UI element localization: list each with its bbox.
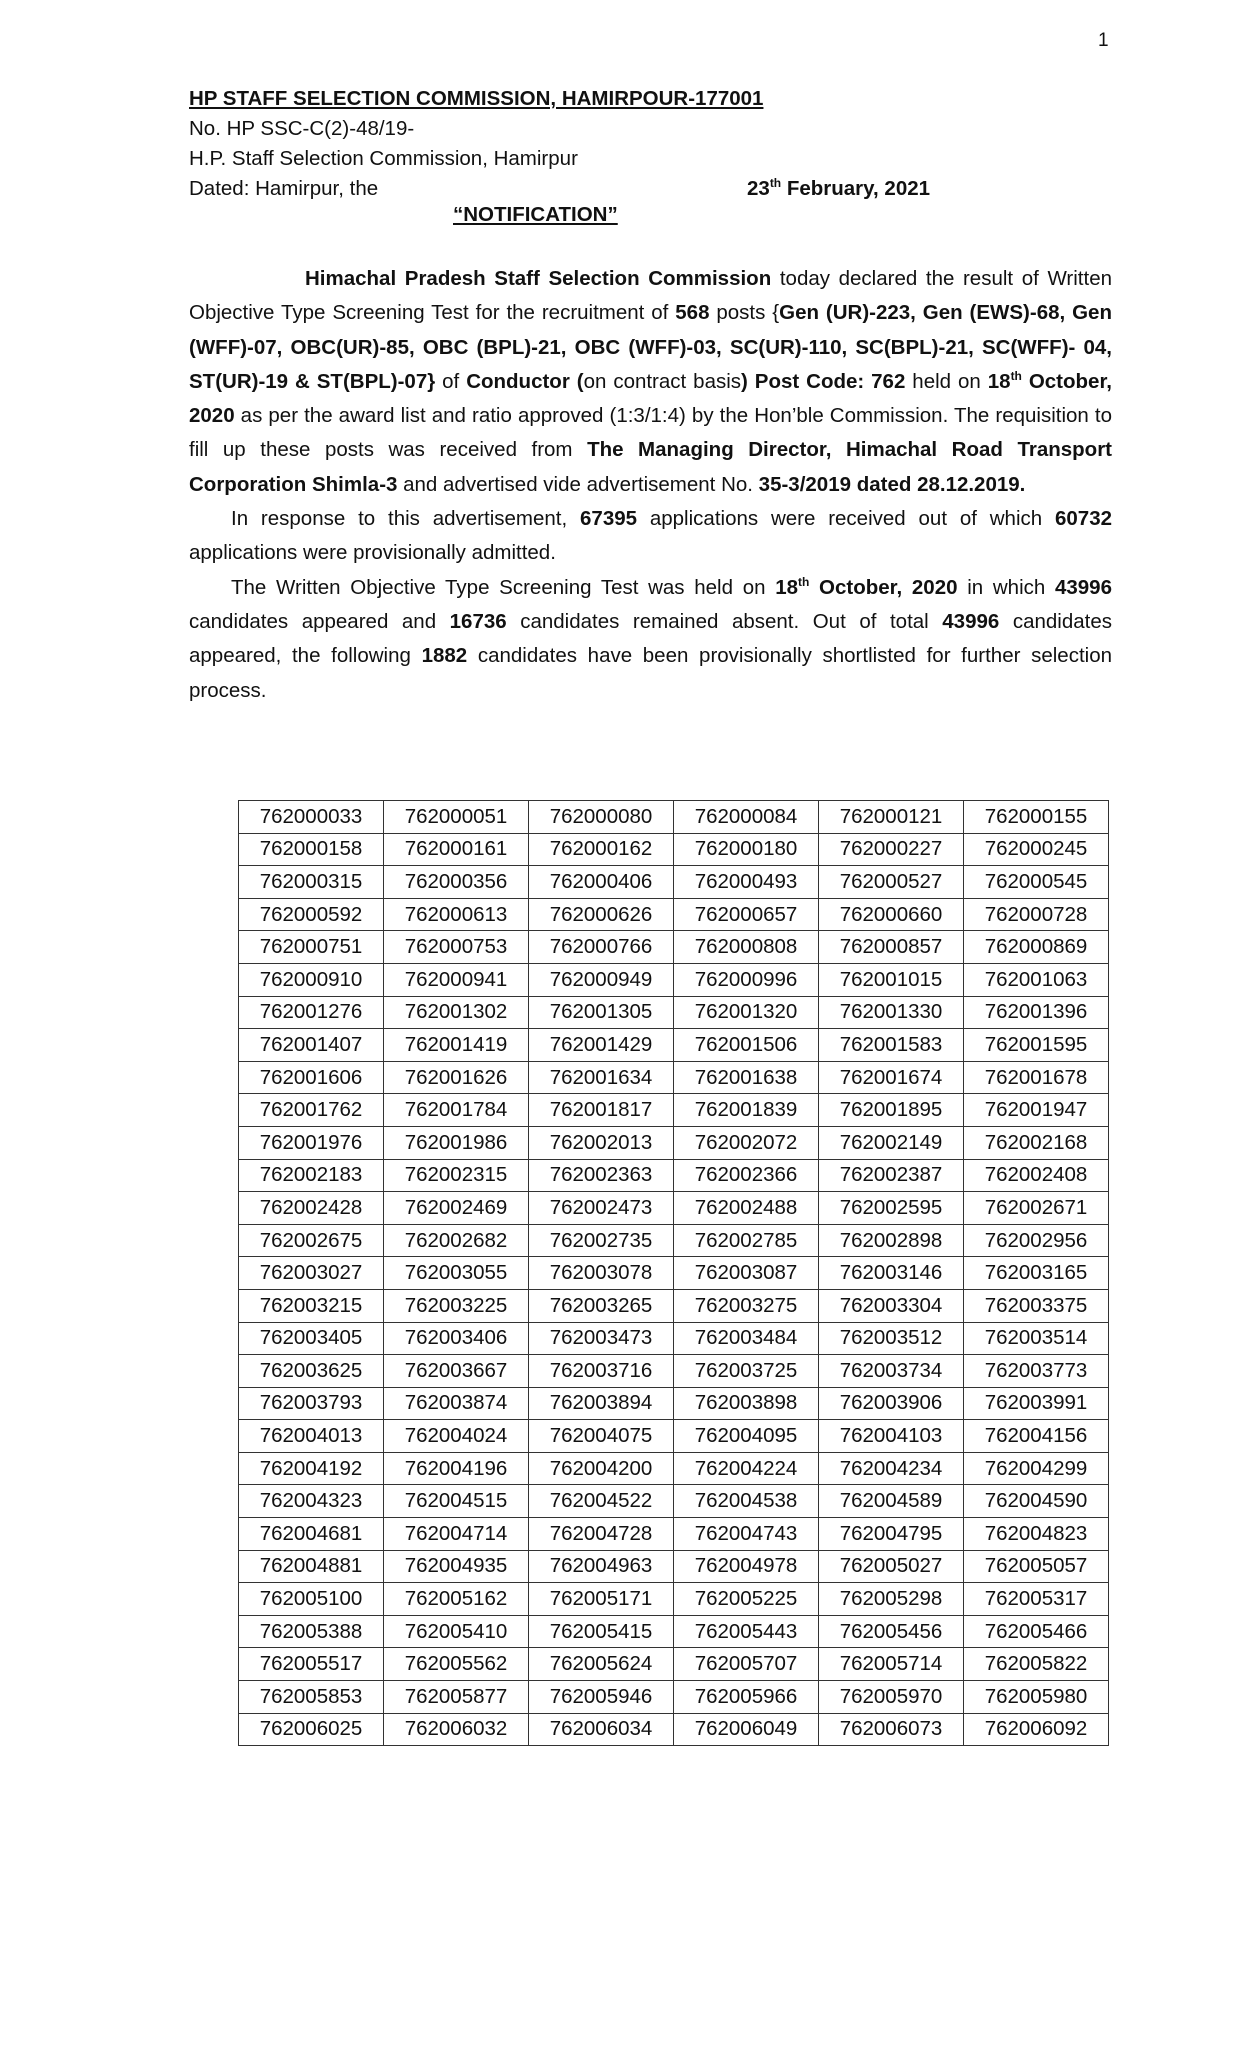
- roll-number-cell: 762002072: [674, 1126, 819, 1159]
- roll-number-cell: 762004681: [239, 1518, 384, 1551]
- roll-number-cell: 762004224: [674, 1452, 819, 1485]
- notification-body: [189, 262, 1112, 708]
- table-row: [239, 1159, 1109, 1192]
- roll-number-cell: 762001063: [964, 963, 1109, 996]
- roll-number-cell: 762002488: [674, 1192, 819, 1225]
- roll-number-cell: 762005707: [674, 1648, 819, 1681]
- roll-number-cell: 762000869: [964, 931, 1109, 964]
- roll-number-cell: 762005100: [239, 1583, 384, 1616]
- table-row: [239, 1681, 1109, 1714]
- roll-number-cell: 762000766: [529, 931, 674, 964]
- roll-number-cell: 762005057: [964, 1550, 1109, 1583]
- roll-number-cell: 762002785: [674, 1224, 819, 1257]
- roll-number-cell: 762004590: [964, 1485, 1109, 1518]
- roll-number-cell: 762006049: [674, 1713, 819, 1746]
- roll-number-cell: 762001407: [239, 1029, 384, 1062]
- roll-number-cell: 762004743: [674, 1518, 819, 1551]
- office-name: H.P. Staff Selection Commission, Hamirpur: [189, 147, 578, 170]
- table-row: [239, 866, 1109, 899]
- table-row: [239, 1126, 1109, 1159]
- roll-number-cell: 762005714: [819, 1648, 964, 1681]
- roll-number-cell: 762001839: [674, 1094, 819, 1127]
- roll-number-cell: 762004978: [674, 1550, 819, 1583]
- roll-number-cell: 762006025: [239, 1713, 384, 1746]
- roll-number-cell: 762003906: [819, 1387, 964, 1420]
- roll-number-cell: 762004095: [674, 1420, 819, 1453]
- table-row: [239, 931, 1109, 964]
- roll-number-cell: 762001429: [529, 1029, 674, 1062]
- roll-number-cell: 762002671: [964, 1192, 1109, 1225]
- roll-number-cell: 762000161: [384, 833, 529, 866]
- roll-number-cell: 762005853: [239, 1681, 384, 1714]
- organization-name: HP STAFF SELECTION COMMISSION, HAMIRPOUR-177001: [189, 87, 764, 110]
- roll-number-cell: 762003165: [964, 1257, 1109, 1290]
- paragraph-applications: In response to this advertisement, 67395 applications were received out of which 60732 applications were provisionally admitted.: [189, 507, 1113, 565]
- roll-number-cell: 762005225: [674, 1583, 819, 1616]
- roll-number-cell: 762000545: [964, 866, 1109, 899]
- table-row: [239, 1029, 1109, 1062]
- roll-number-cell: 762003275: [674, 1289, 819, 1322]
- roll-number-cell: 762000245: [964, 833, 1109, 866]
- roll-number-cell: 762000753: [384, 931, 529, 964]
- roll-number-cell: 762004881: [239, 1550, 384, 1583]
- roll-number-cell: 762005456: [819, 1615, 964, 1648]
- table-row: [239, 1257, 1109, 1290]
- roll-number-cell: 762005877: [384, 1681, 529, 1714]
- table-row: [239, 1583, 1109, 1616]
- paragraph-test-summary: The Written Objective Type Screening Test was held on 18th October, 2020 in which 43996 candidates appeared and 16736 candidates remained absent. Out of total 43996 candidates appeared, the following 1882 candidates have been provisionally shortlisted for further selection process.: [189, 574, 1113, 702]
- roll-number-cell: 762001606: [239, 1061, 384, 1094]
- roll-number-cell: 762003087: [674, 1257, 819, 1290]
- roll-number-cell: 762004013: [239, 1420, 384, 1453]
- roll-number-cell: 762002682: [384, 1224, 529, 1257]
- roll-number-cell: 762003512: [819, 1322, 964, 1355]
- table-row: [239, 1192, 1109, 1225]
- roll-number-cell: 762000315: [239, 866, 384, 899]
- table-row: [239, 1289, 1109, 1322]
- paragraph-result-declaration: Himachal Pradesh Staff Selection Commission today declared the result of Written Objective Type Screening Test for the recruitment of 568 posts {Gen (UR)-223, Gen (EWS)-68, Gen (WFF)-07, OBC(UR)-85, OBC (BPL)-21, OBC (WFF)-03, SC(UR)-110, SC(BPL)-21, SC(WFF)- 04, ST(UR)-19 & ST(BPL)-07} of Conductor (on contract basis) Post Code: 762 held on 18th October, 2020 as per the award list and ratio approved (1:3/1:4) by the Hon’ble Commission. The requisition to fill up these posts was received from The Managing Director, Himachal Road Transport Corporation Shimla-3 and advertised vide advertisement No. 35-3/2019 dated 28.12.2019.: [189, 267, 1112, 496]
- roll-number-cell: 762000527: [819, 866, 964, 899]
- roll-number-cell: 762004728: [529, 1518, 674, 1551]
- roll-number-cell: 762003484: [674, 1322, 819, 1355]
- roll-number-cell: 762004963: [529, 1550, 674, 1583]
- roll-number-cell: 762005970: [819, 1681, 964, 1714]
- notification-date: 23th February, 2021: [747, 176, 931, 200]
- roll-number-cell: 762005946: [529, 1681, 674, 1714]
- table-row: [239, 1355, 1109, 1388]
- table-row: [239, 1420, 1109, 1453]
- roll-number-cell: 762000592: [239, 898, 384, 931]
- roll-number-cell: 762003898: [674, 1387, 819, 1420]
- roll-number-cell: 762005562: [384, 1648, 529, 1681]
- roll-number-cell: 762003991: [964, 1387, 1109, 1420]
- roll-number-cell: 762004103: [819, 1420, 964, 1453]
- roll-number-cell: 762005388: [239, 1615, 384, 1648]
- table-row: [239, 833, 1109, 866]
- roll-number-cell: 762004795: [819, 1518, 964, 1551]
- roll-number-cell: 762001986: [384, 1126, 529, 1159]
- roll-number-cell: 762004200: [529, 1452, 674, 1485]
- roll-number-cell: 762001817: [529, 1094, 674, 1127]
- roll-number-cell: 762005415: [529, 1615, 674, 1648]
- roll-number-cell: 762005980: [964, 1681, 1109, 1714]
- roll-number-cell: 762002473: [529, 1192, 674, 1225]
- roll-number-cell: 762005162: [384, 1583, 529, 1616]
- table-row: [239, 963, 1109, 996]
- roll-number-cell: 762000728: [964, 898, 1109, 931]
- roll-number-cell: 762004024: [384, 1420, 529, 1453]
- table-row: [239, 1485, 1109, 1518]
- roll-number-cell: 762003078: [529, 1257, 674, 1290]
- roll-number-cell: 762001506: [674, 1029, 819, 1062]
- roll-number-cell: 762002315: [384, 1159, 529, 1192]
- table-row: [239, 1061, 1109, 1094]
- roll-number-cell: 762005624: [529, 1648, 674, 1681]
- roll-number-cell: 762004714: [384, 1518, 529, 1551]
- roll-number-cell: 762002428: [239, 1192, 384, 1225]
- roll-number-cell: 762004234: [819, 1452, 964, 1485]
- roll-number-cell: 762003027: [239, 1257, 384, 1290]
- roll-number-cell: 762003215: [239, 1289, 384, 1322]
- roll-number-cell: 762001976: [239, 1126, 384, 1159]
- roll-number-cell: 762000660: [819, 898, 964, 931]
- roll-number-cell: 762001320: [674, 996, 819, 1029]
- table-row: [239, 1094, 1109, 1127]
- roll-number-cell: 762003725: [674, 1355, 819, 1388]
- roll-number-cell: 762000051: [384, 801, 529, 834]
- table-row: [239, 1648, 1109, 1681]
- table-row: [239, 801, 1109, 834]
- roll-number-cell: 762003716: [529, 1355, 674, 1388]
- roll-number-cell: 762003514: [964, 1322, 1109, 1355]
- roll-number-cell: 762001634: [529, 1061, 674, 1094]
- roll-number-cell: 762004075: [529, 1420, 674, 1453]
- roll-number-cell: 762003667: [384, 1355, 529, 1388]
- dated-label: Dated: Hamirpur, the: [189, 177, 379, 200]
- roll-number-cell: 762002898: [819, 1224, 964, 1257]
- roll-number-cell: 762004156: [964, 1420, 1109, 1453]
- roll-number-cell: 762005298: [819, 1583, 964, 1616]
- shortlisted-roll-numbers-table: [238, 800, 1109, 1746]
- roll-number-cell: 762006092: [964, 1713, 1109, 1746]
- roll-number-cell: 762000162: [529, 833, 674, 866]
- roll-number-cell: 762004196: [384, 1452, 529, 1485]
- roll-number-cell: 762000080: [529, 801, 674, 834]
- roll-number-cell: 762006073: [819, 1713, 964, 1746]
- roll-number-cell: 762004299: [964, 1452, 1109, 1485]
- roll-number-cell: 762000941: [384, 963, 529, 996]
- roll-number-cell: 762002168: [964, 1126, 1109, 1159]
- roll-number-cell: 762003734: [819, 1355, 964, 1388]
- roll-number-cell: 762003406: [384, 1322, 529, 1355]
- roll-number-cell: 762001583: [819, 1029, 964, 1062]
- roll-number-cell: 762001330: [819, 996, 964, 1029]
- roll-number-cell: 762001895: [819, 1094, 964, 1127]
- roll-number-cell: 762005966: [674, 1681, 819, 1714]
- roll-number-cell: 762000808: [674, 931, 819, 964]
- roll-number-cell: 762005517: [239, 1648, 384, 1681]
- roll-number-cell: 762004935: [384, 1550, 529, 1583]
- roll-numbers-body: [239, 801, 1109, 1746]
- roll-number-cell: 762005171: [529, 1583, 674, 1616]
- roll-number-cell: 762000227: [819, 833, 964, 866]
- roll-number-cell: 762002387: [819, 1159, 964, 1192]
- roll-number-cell: 762001419: [384, 1029, 529, 1062]
- roll-number-cell: 762002735: [529, 1224, 674, 1257]
- roll-number-cell: 762005822: [964, 1648, 1109, 1681]
- table-row: [239, 898, 1109, 931]
- roll-number-cell: 762004192: [239, 1452, 384, 1485]
- notification-title: “NOTIFICATION”: [453, 203, 618, 226]
- roll-number-cell: 762003055: [384, 1257, 529, 1290]
- roll-number-cell: 762000613: [384, 898, 529, 931]
- roll-number-cell: 762001762: [239, 1094, 384, 1127]
- roll-number-cell: 762003874: [384, 1387, 529, 1420]
- roll-number-cell: 762001305: [529, 996, 674, 1029]
- roll-number-cell: 762002013: [529, 1126, 674, 1159]
- roll-number-cell: 762004522: [529, 1485, 674, 1518]
- roll-number-cell: 762001595: [964, 1029, 1109, 1062]
- roll-number-cell: 762001674: [819, 1061, 964, 1094]
- roll-number-cell: 762001638: [674, 1061, 819, 1094]
- roll-number-cell: 762000657: [674, 898, 819, 931]
- roll-number-cell: 762005027: [819, 1550, 964, 1583]
- roll-number-cell: 762006032: [384, 1713, 529, 1746]
- reference-number: No. HP SSC-C(2)-48/19-: [189, 117, 415, 140]
- roll-number-cell: 762000857: [819, 931, 964, 964]
- roll-number-cell: 762004323: [239, 1485, 384, 1518]
- roll-number-cell: 762003625: [239, 1355, 384, 1388]
- roll-number-cell: 762003473: [529, 1322, 674, 1355]
- roll-number-cell: 762002408: [964, 1159, 1109, 1192]
- roll-number-cell: 762003304: [819, 1289, 964, 1322]
- roll-number-cell: 762002366: [674, 1159, 819, 1192]
- roll-number-cell: 762002149: [819, 1126, 964, 1159]
- roll-number-cell: 762001784: [384, 1094, 529, 1127]
- table-row: [239, 1615, 1109, 1648]
- roll-number-cell: 762003773: [964, 1355, 1109, 1388]
- roll-number-cell: 762004538: [674, 1485, 819, 1518]
- roll-number-cell: 762000626: [529, 898, 674, 931]
- roll-number-cell: 762001302: [384, 996, 529, 1029]
- page-number: 1: [1098, 30, 1109, 51]
- roll-number-cell: 762000155: [964, 801, 1109, 834]
- dated-row: [189, 174, 989, 204]
- roll-number-cell: 762004589: [819, 1485, 964, 1518]
- roll-number-cell: 762000121: [819, 801, 964, 834]
- table-row: [239, 1550, 1109, 1583]
- roll-number-cell: 762000406: [529, 866, 674, 899]
- table-row: [239, 1322, 1109, 1355]
- roll-number-cell: 762000033: [239, 801, 384, 834]
- roll-number-cell: 762005317: [964, 1583, 1109, 1616]
- roll-number-cell: 762001626: [384, 1061, 529, 1094]
- roll-number-cell: 762002363: [529, 1159, 674, 1192]
- table-row: [239, 1518, 1109, 1551]
- roll-number-cell: 762002469: [384, 1192, 529, 1225]
- roll-number-cell: 762001015: [819, 963, 964, 996]
- roll-number-cell: 762001276: [239, 996, 384, 1029]
- roll-number-cell: 762005410: [384, 1615, 529, 1648]
- roll-number-cell: 762000949: [529, 963, 674, 996]
- roll-number-cell: 762004515: [384, 1485, 529, 1518]
- roll-number-cell: 762001947: [964, 1094, 1109, 1127]
- table-row: [239, 1713, 1109, 1746]
- roll-number-cell: 762002956: [964, 1224, 1109, 1257]
- roll-number-cell: 762001396: [964, 996, 1109, 1029]
- roll-number-cell: 762000493: [674, 866, 819, 899]
- roll-number-cell: 762002595: [819, 1192, 964, 1225]
- roll-number-cell: 762000356: [384, 866, 529, 899]
- roll-number-cell: 762003225: [384, 1289, 529, 1322]
- table-row: [239, 1224, 1109, 1257]
- roll-number-cell: 762004823: [964, 1518, 1109, 1551]
- roll-number-cell: 762000996: [674, 963, 819, 996]
- roll-number-cell: 762000910: [239, 963, 384, 996]
- roll-number-cell: 762002183: [239, 1159, 384, 1192]
- roll-number-cell: 762006034: [529, 1713, 674, 1746]
- roll-number-cell: 762000751: [239, 931, 384, 964]
- table-row: [239, 996, 1109, 1029]
- roll-number-cell: 762000084: [674, 801, 819, 834]
- roll-number-cell: 762001678: [964, 1061, 1109, 1094]
- roll-number-cell: 762003265: [529, 1289, 674, 1322]
- roll-number-cell: 762003375: [964, 1289, 1109, 1322]
- table-row: [239, 1387, 1109, 1420]
- table-row: [239, 1452, 1109, 1485]
- document-header: [189, 84, 989, 204]
- roll-number-cell: 762005443: [674, 1615, 819, 1648]
- roll-number-cell: 762003405: [239, 1322, 384, 1355]
- roll-number-cell: 762003146: [819, 1257, 964, 1290]
- roll-number-cell: 762003793: [239, 1387, 384, 1420]
- roll-number-cell: 762000180: [674, 833, 819, 866]
- roll-number-cell: 762002675: [239, 1224, 384, 1257]
- roll-number-cell: 762005466: [964, 1615, 1109, 1648]
- roll-number-cell: 762000158: [239, 833, 384, 866]
- roll-number-cell: 762003894: [529, 1387, 674, 1420]
